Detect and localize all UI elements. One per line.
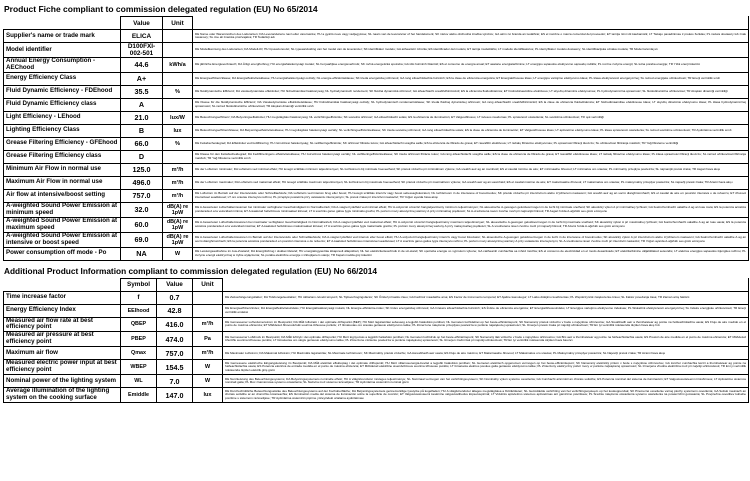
table-row — [4, 72, 749, 85]
row-translations: DE Gemessene elektrische Eingangsleistung im Bestpunkt; DA Målt elektrisk effektoptag i det optimale driftspunkt; HU Mért villamosenergia-bevitel a legjobb hatásfokú pontban; NL Gemeten elektrisch opgenomen vermogen op het beste-efficiëntiepunt; SK Nameraný elektrický príkon v bode s najvyššou účinnosťou; GA Ionchur cumhachta leictrí a thomhaistear ag pointe na héifeachtúlachta uasta; ES Potencia eléctrica de entrada medida en el punto de máxima eficiencia; ET Mõõdetud elektriline sisendvõimsus suurima tõhususe punktis; LT Išmatuota elektros įvesties galia geriausio efektyvumo taške; PL Zmierzony elektryczny pobór mocy w punkcie największej sprawności; SL Izmerjena vhodna električna moč pri najvišji učinkovitosti; TR En iyi verimlilik noktasında ölçülen elektrik giriş gücü — [223, 360, 749, 375]
row-translations: DE A-bewerteten Luftschallemissionen im Betrieb auf der Intensivstufe oder Schnelllaufstufe; DA A-vægtet lydeffekt ved intensiv eller boost effekt; HU A-súlyozott hangteljesítmény intenzív vagy boost fokozaton; NL akoestische A-gewogen geluidsvermogen in de lucht in de intensieve of boostmodus; SK akustický výkon A pri intenzívnom alebo zrýchlenom nastavení; GA fuaimchumhacht ualaithe A ag an socrú dianghníomhach; ES la potencia acústica ponderada A en posición intensiva o de refuerzo; ET A-kaalutud helivõimsus intensiivsel seadistusel; LT A svertinis garso galios lygis intensyviu režimu; PL poziom mocy akustycznej ważony A przy ustawieniu intensywnym; SL A-vrednotena raven zvočne moči pri intenzivni nastavitvi; TR Yoğun ayarda A-ağırlıklı ses gücü emisyonu — [193, 232, 749, 247]
table-row — [4, 137, 749, 150]
table1-header-langs — [193, 17, 749, 30]
row-label: Average illumination of the lighting system on the cooking surface — [4, 388, 121, 403]
row-symbol: WBEP — [121, 360, 157, 375]
row-symbol: Emiddle — [121, 388, 157, 403]
row-unit: m³/h — [193, 347, 223, 360]
row-unit: m³/h — [193, 317, 223, 332]
row-unit: dB(A) re 1pW — [163, 202, 193, 217]
table-row — [4, 163, 749, 176]
table2-header-symbol: Symbol — [121, 278, 157, 291]
row-label: Fluid Dynamic Efficiency - FDEhood — [4, 85, 121, 98]
row-unit — [193, 291, 223, 304]
row-label: Maximum air flow — [4, 347, 121, 360]
table-row — [4, 202, 749, 217]
row-label: Lighting Efficiency Class — [4, 124, 121, 137]
row-label: Air flow at intensive/boost setting — [4, 189, 121, 202]
row-unit: dB(A) re 1pW — [163, 217, 193, 232]
row-label: A-weighted Sound Power Emission at maximum speed — [4, 217, 121, 232]
table-row — [4, 189, 749, 202]
row-unit: Pa — [193, 332, 223, 347]
row-label: Annual Energy Consumption - AEChood — [4, 58, 121, 73]
row-label: Grease Filtering Efficiency class — [4, 150, 121, 163]
table-row — [4, 98, 749, 111]
row-value: D100FXI-002-501 — [121, 43, 163, 58]
row-value: 496.0 — [121, 176, 163, 189]
row-value: D — [121, 150, 163, 163]
row-translations: DE Nennleistung des Beleuchtungssystems; DA Belysningssystemets nominelle effekt; HU A világítórendszer névleges teljesítménye; NL Nominaal vermogen van het verlichtingssysteem; SK Nominálny výkon systému osvetlenia; GA Cumhacht ainmniúil an chórais soilsithe; ES Potencia nominal del sistema de iluminación; ET Valgustussüsteemi nimivõimsus; LT Apšvietimo sistemos nominali galia; PL Moc znamionowa systemu oświetlenia; SL Nazivna moč sistema razsvetljave; TR Aydınlatma sisteminin nominal gücü — [223, 375, 749, 388]
table-row — [4, 304, 749, 317]
row-symbol: f — [121, 291, 157, 304]
row-label: Light Efficiency - LEhood — [4, 111, 121, 124]
row-unit: lux — [193, 388, 223, 403]
row-value: 147.0 — [157, 388, 193, 403]
table-row — [4, 58, 749, 73]
table-row — [4, 176, 749, 189]
row-value: 757.0 — [121, 189, 163, 202]
row-translations: DE Modellkennung des Lieferanten; DA Modelt-ID; HU típusazonosító; NL typeaanduiding van het model van de leverancier; SK identifikátor modelu; GA aitheantóir mhúnla; ES identificador del modelo; ET tarnija mudelitähis; LT modelio identifikatorius; PL identyfikator modelu dostawcy; SL identifikacijska oznaka modela; TR Model tanımlayıcı — [193, 43, 749, 58]
table-row — [4, 43, 749, 58]
row-unit — [163, 43, 193, 58]
row-value: A+ — [121, 72, 163, 85]
table2-header-row — [4, 278, 749, 291]
table2-header-unit: Unit — [193, 278, 223, 291]
row-translations: DE Luftstrom im Betrieb auf der Intensivstufe oder Schnelllaufstufe; DA Luftstrøm ved intensiv brug eller boost; HU levegő szállítás intenzív vagy boost sebességfokozaton; NL luchtstroom in de intensieve of boostmodus; SK prietok vzduchu pri intenzívnom alebo zrýchlenom nastavení; GA sreabh aeir ag an socrú dianghníomhach; ES el caudal de aire en posición intensiva o de refuerzo; ET õhuvool intensiivsel seadistusel; LT oro srautas intensyviu režimu; PL przepływ powietrza przy ustawieniu intensywnym; SL pretok zraka pri intenzivni nastavitvi; TR Yoğun ayarda hava akışı — [193, 189, 749, 202]
table-row — [4, 317, 749, 332]
row-translations: DE fluiddynamische Effizienz; DA væskedynamiske effektivitet; HU hidrodinamikai hatékonyság; NL hydrodynamisch rendement; SK fluidná dynamická účinnosť; GA éifeachtacht sreabhdhinimiciúil; ES la eficiencia fluidodinámica; ET hüdrodünaamiline efektiivsus; LT skysčių dinaminis efektyvumas; PL hydrodynamiczna sprawność; SL fluidodinamična učinkovitost; TR Akışkan dinamiği verimliliği — [193, 85, 749, 98]
row-label: Nominal power of the lighting system — [4, 375, 121, 388]
row-value: ELICA — [121, 30, 163, 43]
row-value: 416.0 — [157, 317, 193, 332]
row-translations: DE Name oder Warenzeichen des Lieferanten; DA Leverandørens navn eller varemærke; HU a gyártó neve vagy védjegyzése; NL naam van de leverancier of het handelsmerk; SK názov alebo obchodná značka výrobcu; GA ainm nó branda an tsoláthraí; ES el nombre o marca comercial del proveedor; ET tarnija nimi või kaubamärk; LT Tiekėjo pavadinimas ir prekės ženklas; PL nazwa dostawcy lub znak towarowy; SL ime ali znamka proizvajalca; TR Tedarikçi adı — [193, 30, 749, 43]
row-value: 69.0 — [121, 232, 163, 247]
row-symbol: WL — [121, 375, 157, 388]
table-row — [4, 360, 749, 375]
row-symbol: PBEP — [121, 332, 157, 347]
row-translations: DE Zeitverlängerungsfaktor; DA Tidsforøgelsesfaktor; HU időtartam-növelő tényező; NL Tijdsverhogingsfactor; SK Činiteľ prírastku času; GA Fachtóir méadaithe ama; ES Factor de incremento temporal; ET Ajaline kasvutegur; LT Laiko didėjimo koeficientas; PL Współczynnik zwiększenia czasu; SL Faktor povečanja časa; TR Zaman artış faktörü — [223, 291, 749, 304]
row-unit: m³/h — [163, 163, 193, 176]
row-unit — [163, 72, 193, 85]
table1-header-unit: Unit — [163, 17, 193, 30]
row-translations: DE Beleuchtungseffizienzklasse; DA Belysningseffektivitetsklasse; HU megvilágítási hatékonysági osztály; NL verlichtingsefficiëntieklasse; SK trieda svetelnej účinnosti; GA rang éifeachtúlachta solais; ES la clase de eficiencia de iluminación; ET Valgustõhususe klass; LT apšvietimo efektyvumo klasė; PL klasa sprawności oświetlenia; SL razred svetlobne učinkovitosti; TR Aydınlatma verimlilik sınıfı — [193, 124, 749, 137]
row-unit: % — [163, 137, 193, 150]
row-value: 7.0 — [157, 375, 193, 388]
row-unit — [193, 304, 223, 317]
row-label: Minimum Air Flow in normal use — [4, 163, 121, 176]
row-unit: kWh/a — [163, 58, 193, 73]
row-label: Maximum Air Flow in normal use — [4, 176, 121, 189]
product-fiche-table — [3, 16, 749, 261]
row-value: 32.0 — [121, 202, 163, 217]
row-unit: W — [193, 375, 223, 388]
row-label: A-weighted Sound Power Emission at minimum speed — [4, 202, 121, 217]
row-value: 21.0 — [121, 111, 163, 124]
row-unit: lux/W — [163, 111, 193, 124]
table-row — [4, 30, 749, 43]
row-unit: m³/h — [163, 189, 193, 202]
row-translations: DE der Luftstrom minimaler; DA Luftstrøm ved minimal effekt; HU levegő szállítás minimum teljesítményen; NL luchtstroom bij minimale hoeveelheid; SK prietok vzduchu pri minimálnom výkone; GA sreabh aeir ag an íosmhéid; ES el caudal mínimo de aire; ET minimaalne õhuvool; LT minimalus oro srautas; PL minimalny przepływ powietrza; SL najmanjši pretok zraka; TR Asgari hava akışı — [193, 163, 749, 176]
row-translations: DE Klasse für die fluiddynamische Effizienz; DA Væskedynamiske effektivitetsklasse; HU hidrodinamikai hatékonysági osztály; NL hydrodynamisch rendementsklasse; SK trieda fluidnej dynamickej účinnosti; GA rang éifeachtacht sreabhdhinimiciúil; ES la clase de eficiencia fluidodinámica; ET hüdrodünaamilise efektiivsuse klass; LT skysčių dinaminio efektyvumo klasė; PL klasa hydrodynamicznej sprawności; SL razred fluidodinamične učinkovitosti; TR Akışkan dinamiği verimlilik sınıfı — [193, 98, 749, 111]
table-row — [4, 85, 749, 98]
row-translations: DE Gemessener Luftvolumenstrom im Bestpunkt; DA Målt luftstrøm i det optimale driftspunkt (BEP); HU Mért légáramlási sebesség a legjobb hatásfokú pontban; NL Gemeten luchtdebiet op het beste-efficiëntiepunt; SK Nameraný prietok vzduchu v bode s najvyššou účinnosťou; GA Sreabhadh aeir a thomhaistear ag pointe na héifeachtúlachta uasta; ES Flujo de aire medido en el punto de máxima eficiencia; ET Mõõdetud õhuvooluhulk suurima tõhususe punktis; LT Išmatuotas oro srautas geriausio efektyvumo taške; PL Zmierzone natężenie przepływu powietrza w punkcie największej sprawności; SL Izmerjen pretok zraka pri najvišji učinkovitosti; TR En iyi verimlilik noktasında ölçülen hava akış hızı — [223, 317, 749, 332]
table-row — [4, 375, 749, 388]
row-unit — [163, 150, 193, 163]
page-title: Product Fiche compliant to commission delegated regulation (EU) No 65/2014 — [4, 4, 318, 14]
row-translations: DE A-bewerteten Luftschallemissionen bei maximaler verfügbarer Geschwindigkeit im Normalbetrieb; DA A-vægtet lydeffekt ved maksimal effekt; HU A-súlyozott szószórt hangteljesítmény maximum teljesítményen; NL akoestische A-gewogen geluidsvermogen in de lucht bij maximale snelheid; SK akustický výkon A pri maximálnej rýchlosti; GA fuaimchumhacht ualaithe A ag an luas uasta; ES la potencia acústica ponderada A a la velocidad máxima; ET A-kaalutud helivõimsus maksimaalsel kiirusel; LT A svertinis garso galios lygis maksimaliu greičiu; PL poziom mocy akustycznej ważony A przy maksymalnej prędkości; SL A-vrednotena raven zvočne moči pri največji hitrosti; TR Azami hızda A-ağırlıklı ses gücü emisyonu — [193, 217, 749, 232]
row-label: A-weighted Sound Power Emission at intensive or boost speed — [4, 232, 121, 247]
row-translations: DE Gemessener Luftdruck im Bestpunkt; DA Målt lufttryk i det optimale driftspunkt; HU Mért légnyomás a legjobb hatásfokú pontban; NL Gemeten luchtdruk op het beste-efficiëntiepunt; SK Nameraný tlak vzduchu v bode s najvyššou účinnosťou; GA Brú aeir a thomhaistear ag pointe na héifeachtúlachta uasta; ES Presión de aire medida en el punto de máxima eficiencia; ET Mõõdetud õhurõhk suurima tõhususe punktis; LT Išmatuotas oro slėgis geriausio efektyvumo taške; PL Zmierzone ciśnienie powietrza w punkcie największej sprawności; SL Izmerjen zračni tlak pri najvišji učinkovitosti; TR En iyi verimlilik noktasında ölçülen hava basıncı — [223, 332, 749, 347]
row-label: Time increase factor — [4, 291, 121, 304]
row-unit — [163, 98, 193, 111]
table-row — [4, 150, 749, 163]
table1-header-value: Value — [121, 17, 163, 30]
table2-header-langs — [223, 278, 749, 291]
additional-information-table — [3, 278, 749, 404]
row-unit: W — [193, 360, 223, 375]
row-value: 60.0 — [121, 217, 163, 232]
row-symbol: EEIhood — [121, 304, 157, 317]
table-row — [4, 388, 749, 403]
row-value: 757.0 — [157, 347, 193, 360]
row-label: Energy Efficiency Index — [4, 304, 121, 317]
table2-header-blank — [4, 278, 121, 291]
row-translations: DE Leistungsaufnahme im Aus-Zustand; DA Energiforbrug i slukket tilstand; HU energiafogyasztás kikapcsolt állapotban; NL het elektriciteitsverbruik in de uit-stand; SK spotreba energie vo vypnutom výkone; GA caitheamh cumhachta sa mhód múchta; ES el consumo de electricidad en el modo desactivado; ET elektritarbimine väljalülitatud seisundis; LT elektros energijos sąnaudos išjungties režimu; PL zużycie energii elektrycznej w trybie wyłączenia; SL poraba električne energije v izklopljenem stanju; TR Kapalı modda güç tüketimi — [193, 247, 749, 260]
row-translations: DE Beleuchtungseffizienz; DA Belysningseffektivitet; HU megvilágítási hatékonyság; NL verlichtingsefficiëntie; SK svetelná účinnosť; GA éifeachtúlacht solais; ES la eficiencia de iluminación; ET Valgustõhusus; LT šviesos naudumas; PL sprawność oświetlenia; SL svetlobna učinkovitost; TR ışık verimliliği — [193, 111, 749, 124]
table-row — [4, 217, 749, 232]
row-translations: DE Maximaler Luftstrom; DA Maksimal luftstrøm; HU Maximális légáramlás; NL Maximale luchtstroom; SK Maximálny prietok vzduchu; GA Asreabhadh aeir uasta; ES Flujo de aire máximo; ET Maksimaalne õhuvool; LT Maksimalus oro srautas; PL Maksymalny przepływ powietrza; SL Največji pretok zraka; TR Azami hava akışı — [223, 347, 749, 360]
row-translations: DE der Luftstrom maximaler; DA Luftstrøm ved maksimal effekt; HU levegő szállítás maximum teljesítményen; NL luchtstroom bij maximale hoeveelheid; SK prietok vzduchu pri maximálnom výkone; GA sreabh aeir ag an uasmhéid; ES el caudal máximo de aire; ET maksimaalne õhuvool; LT maksimalus oro srautas; PL maksymalny przepływ powietrza; SL največji pretok zraka; TR Azami hava akışı — [193, 176, 749, 189]
row-value: 474.0 — [157, 332, 193, 347]
row-value: A — [121, 98, 163, 111]
row-label: Grease Filtering Efficiency - GFEhood — [4, 137, 121, 150]
table1-header-row — [4, 17, 749, 30]
row-value: 44.6 — [121, 58, 163, 73]
table1-header-blank — [4, 17, 121, 30]
row-label: Measured electric power input at best efficiency point — [4, 360, 121, 375]
section-title-additional: Additional Product Information compliant to commission delegated regulation (EU) No 66/2014 — [4, 265, 377, 276]
row-value: 42.8 — [157, 304, 193, 317]
row-label: Measured air flow rate at best efficiency point — [4, 317, 121, 332]
row-unit — [163, 30, 193, 43]
row-unit: lux — [163, 124, 193, 137]
row-value: 66.0 — [121, 137, 163, 150]
row-unit: m³/h — [163, 176, 193, 189]
table-row — [4, 247, 749, 260]
row-value: B — [121, 124, 163, 137]
row-translations: DE Durchschnittliche Beleuchtungsstärke des Beleuchtungssystems auf der Kochoberfläche; DA Belysningssystemets gennemsnitlige lysstyrke på kogefladen; HU A világítórendszer átlagos megvilágítása a főzőfelületen; NL Gemiddelde verlichting van het verlichtingssysteem op het kookoppervlak; SK Priemerné osvetlenie varnej plochy systémom osvetlenia; GA Soilsiú meánach an chórais soilsithe ar an dromchla cócaireachta; ES Iluminación media del sistema de iluminación sobre la superficie de cocción; ET Valgustussüsteemi keskmine valgustustihedus küpsetuspinnal; LT Vidutinis apšvietimo sistemos apšvietimas ant gaminimo paviršiaus; PL Średnie natężenie oświetlenia systemu oświetlenia na powierzchni gotowania; SL Povprečna osvetlitev kuhalne površine s sistemom razsvetljave; TR Aydınlatma sisteminin pişirme yüzeyindeki ortalama aydınlatması — [223, 388, 749, 403]
row-value: NA — [121, 247, 163, 260]
row-label: Power consumption off mode - Po — [4, 247, 121, 260]
row-label: Energy Efficiency Class — [4, 72, 121, 85]
row-translations: DE A-bewerteten Luftschallemissionen bei minimaler verfügbarer Geschwindigkeit im Normalbetrieb; DA A-vægtet lydeffekt ved minimal effekt; HU A-súlyozott szószórt hangteljesítmény minimum teljesítményen; NL akoestische A-gewogen geluidsvermogen in de lucht bij minimale snelheid; SK akustický výkon A pri minimálnej rýchlosti; GA fuaimchumhacht ualaithe A ag an luas íosta; ES la potencia acústica ponderada A a la velocidad mínima; ET A-kaalutud helivõimsus minimaalsel kiirusel; LT A svertinis garso galios lygis minimaliu greičiu; PL poziom mocy akustycznej ważony A przy minimalnej prędkości; SL A-vrednotena raven zvočne moči pri najmanjši hitrosti; TR Asgari hızda A-ağırlıklı ses gücü emisyonu — [193, 202, 749, 217]
table-row — [4, 347, 749, 360]
row-value: 125.0 — [121, 163, 163, 176]
table-row — [4, 332, 749, 347]
row-unit: W — [163, 247, 193, 260]
row-symbol: Qmax — [121, 347, 157, 360]
row-translations: DE Energieeffizienzklasse; DA Energieffektivitetsklasse; HU energiahatékonysági osztály; NL energie-efficiëntieklasse; SK trieda energetickej účinnosti; GA rang éifeachtúlachta fuinnimh; ES la clase de eficiencia energética; ET Energiatõhususe klass; LT energijos vartojimo efektyvumo klasė; PL klasa efektywności energetycznej; SL razred energijske učinkovitosti; TR Enerji verimlilik sınıfı — [193, 72, 749, 85]
table2-header-value: Value — [157, 278, 193, 291]
row-translations: DE Klasse für den Fettabscheidegrad; DA Fedtfiltreringens effektivitetsklasse; HU zsírszűrési hatékonysági osztály; NL vetfilteringefficiëntieklasse; SK trieda účinnosti filtrácie tukov; GA rang éifeachtúlacht scagtha saille; ES la clase de eficiencia de filtrado de grasa; ET rasvafiltri efektiivsuse klass; LT riebalų filtravimo efektyvumo klasė; PL klasa sprawności filtracji tłuszczu; SL razred učinkovitosti filtriranja maščob; TR Yağ filtreleme verimlilik sınıfı — [193, 150, 749, 163]
row-label: Model identifier — [4, 43, 121, 58]
row-label: Supplier's name or trade mark — [4, 30, 121, 43]
row-unit: % — [163, 85, 193, 98]
row-label: Measured air pressure at best efficiency point — [4, 332, 121, 347]
table-row — [4, 232, 749, 247]
row-unit: dB(A) re 1pW — [163, 232, 193, 247]
row-value: 35.5 — [121, 85, 163, 98]
row-translations: DE jährliche Energieverbrauch; DA Årligt energiforbrug; HU energiahatékonysági mutató; NL het jaarlijkse energieverbruik; SK ročná energetická spotreba; GA ídiú fuinnimh bliantúil; ES el consumo de energía anual; ET aastane energiatarbimine; LT energijos sąnaudos efektyvumo sąnaudų rodiklis; PL roczne zużycie energii; SL letna poraba energije; TR Yıllık enerji tüketimi — [193, 58, 749, 73]
row-label: Fluid Dynamic Efficiency class — [4, 98, 121, 111]
row-translations: DE Energieeffizienzindex; DA Energieffektivitetsindeks; HU Energiahatékonysági mutató; NL Energie-efficiëntie-index; SK Index energetickej účinnosti; GA Innéacs éifeachtúlachta fuinnimh; ES Índice de eficiencia energética; ET Energiatõhususindeks; LT Energijos vartojimo efektyvumo indeksas; PL Wskaźnik efektywności energetycznej; SL Indeks energijske učinkovitosti; TR Enerji verimlilik endeksi — [223, 304, 749, 317]
row-value: 0.7 — [157, 291, 193, 304]
row-translations: DE Fettabscheidegrad; DA Effektivitet ved fedtfiltrering; HU zsírszűrési hatékonyság; NL vetfilteringefficiëntie; SK účinnosť filtrácie tukov; GA éifeachtúlacht scagtha saille; ES la eficiencia de filtrado de grasa; ET rasvafiltri efektiivsus; LT riebalų filtravimo efektyvumas; PL sprawność filtracji tłuszczu; SL učinkovitost filtriranja maščob; TR Yağ filtreleme verimliliği — [193, 137, 749, 150]
table-row — [4, 124, 749, 137]
table-row — [4, 111, 749, 124]
row-symbol: QBEP — [121, 317, 157, 332]
table-row — [4, 291, 749, 304]
row-value: 154.5 — [157, 360, 193, 375]
